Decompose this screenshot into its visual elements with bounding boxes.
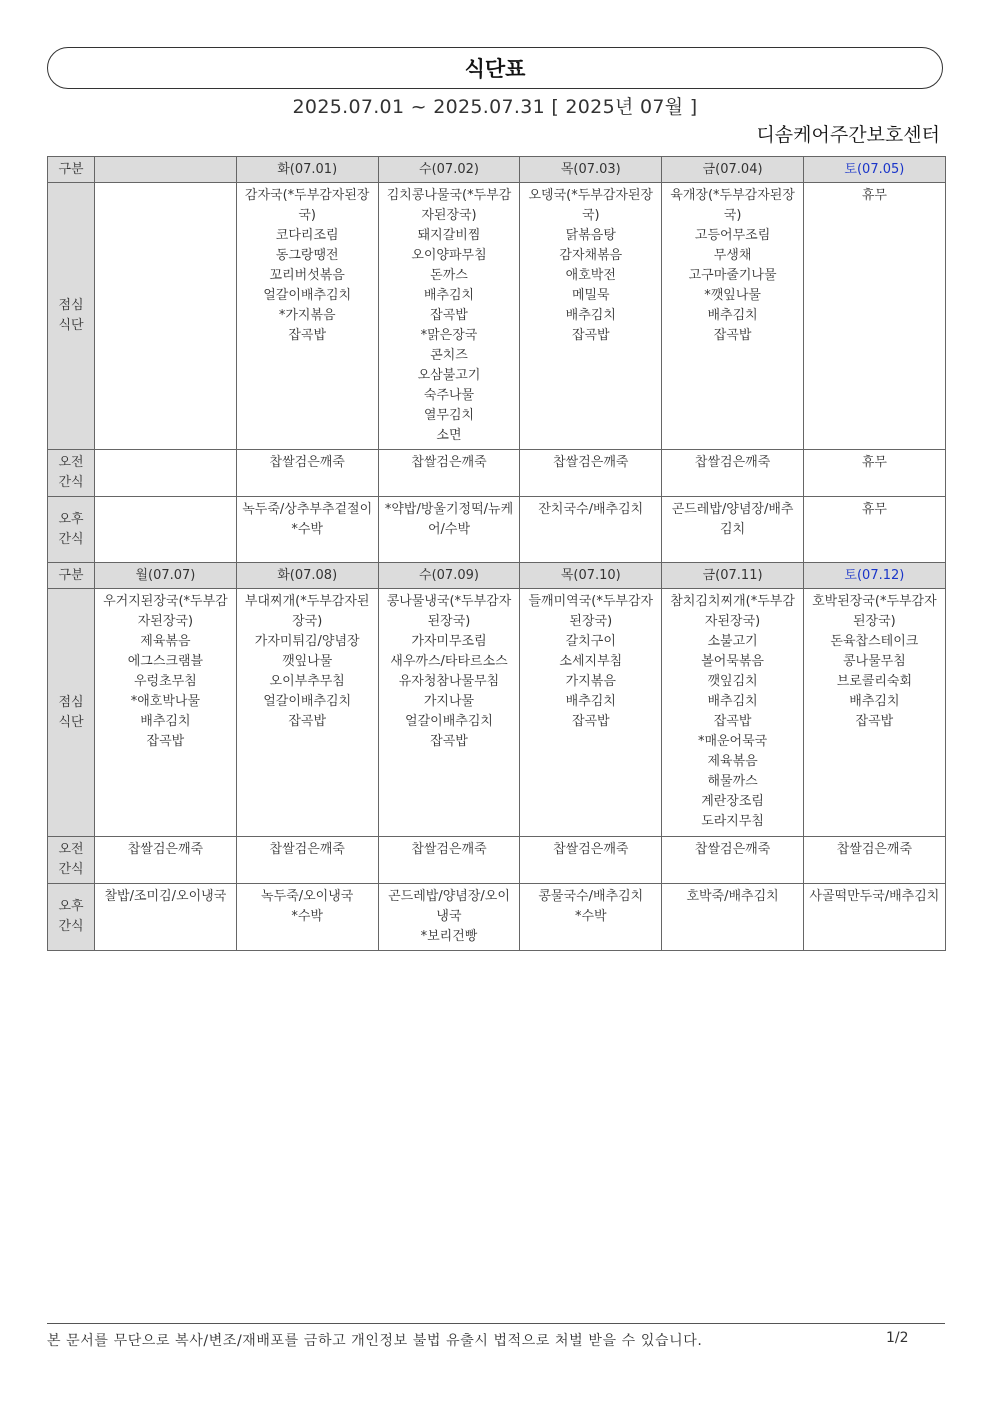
menu-item: 고구마줄기나물 xyxy=(688,268,777,283)
label-line: 식단 xyxy=(58,714,84,730)
menu-item: 오이부추무침 xyxy=(269,674,345,689)
menu-item: 돈까스 xyxy=(430,268,468,283)
period-range: 2025.07.01 ~ 2025.07.31 [ 2025년 07월 ] xyxy=(292,96,698,118)
menu-item: 배추김치 xyxy=(707,694,758,709)
menu-item: 배추김치 xyxy=(849,694,900,709)
menu-item: 고등어무조림 xyxy=(694,228,771,243)
menu-item: 찹쌀검은깨죽 xyxy=(127,842,204,857)
menu-item: 녹두죽/오이냉국 xyxy=(261,889,354,904)
menu-item: 숙주나물 xyxy=(423,388,475,403)
menu-item: 감자채볶음 xyxy=(559,248,623,263)
lunch-cell xyxy=(236,589,378,837)
label-line: 오후 xyxy=(58,511,84,527)
menu-item: 휴무 xyxy=(861,455,887,470)
menu-item: 찹쌀검은깨죽 xyxy=(411,842,487,857)
page-title xyxy=(47,47,943,89)
menu-item: 배추김치 xyxy=(707,308,758,323)
menu-item: 얼갈이배추김치 xyxy=(263,694,352,709)
menu-item: 참치김치찌개(*두부감자된장국) xyxy=(670,594,795,629)
pm-snack-cell xyxy=(95,884,237,951)
menu-item: 찹쌀검은깨죽 xyxy=(694,842,771,857)
menu-item: 동그랑땡전 xyxy=(275,248,339,263)
lunch-row xyxy=(48,183,946,450)
lunch-cell xyxy=(236,183,378,450)
menu-item: 얼갈이배추김치 xyxy=(263,288,352,303)
menu-item: 잔치국수/배추김치 xyxy=(538,502,644,517)
menu-item: 열무김치 xyxy=(423,408,475,423)
menu-item: 소불고기 xyxy=(707,634,758,649)
footer-divider xyxy=(47,1323,945,1324)
menu-item: 잡곡밥 xyxy=(571,714,610,729)
footer-notice: 본 문서를 무단으로 복사/변조/재배포를 금하고 개인정보 불법 유출시 법적으로 처벌 받을 수 있습니다. xyxy=(47,1333,703,1349)
pm-snack-label xyxy=(48,497,95,563)
menu-item: 사골떡만두국/배추김치 xyxy=(809,889,940,904)
menu-item: 콩나물냉국(*두부감자된장국) xyxy=(386,594,512,629)
menu-item: 잡곡밥 xyxy=(146,734,185,749)
menu-item: 깻잎나물 xyxy=(282,654,333,669)
am-snack-cell xyxy=(520,450,662,497)
am-snack-cell xyxy=(803,450,945,497)
menu-item: *매운어묵국 xyxy=(697,734,768,749)
menu-item: 콘치즈 xyxy=(430,348,468,363)
menu-item: 계란장조림 xyxy=(701,794,764,809)
week-header-row xyxy=(48,157,946,183)
menu-item: 콩물국수/배추김치 xyxy=(538,889,644,904)
menu-item: 돈육찹스테이크 xyxy=(830,634,919,649)
menu-item: 곤드레밥/양념장/오이냉국 xyxy=(388,889,510,924)
menu-item: 가자미튀김/양념장 xyxy=(254,634,360,649)
lunch-cell xyxy=(520,183,662,450)
day-header: 화(07.01) xyxy=(236,157,378,183)
am-snack-label xyxy=(48,837,95,884)
menu-item: *수박 xyxy=(291,522,323,537)
day-header: 월(07.07) xyxy=(95,563,237,589)
am-snack-cell xyxy=(95,837,237,884)
pm-snack-row xyxy=(48,497,946,563)
menu-item: 우렁초무침 xyxy=(134,674,197,689)
menu-item: 메밀묵 xyxy=(571,288,610,303)
menu-item: 볼어묵볶음 xyxy=(701,654,764,669)
page-number: 1/2 xyxy=(886,1330,909,1346)
menu-item: 우거지된장국(*두부감자된장국) xyxy=(103,594,228,629)
menu-item: 소세지부침 xyxy=(559,654,623,669)
lunch-cell xyxy=(803,183,945,450)
day-header: 화(07.08) xyxy=(236,563,378,589)
menu-item: *맑은장국 xyxy=(420,328,478,343)
menu-item: 찹쌀검은깨죽 xyxy=(836,842,913,857)
menu-item: *가지볶음 xyxy=(278,308,336,323)
lunch-cell xyxy=(378,589,520,837)
menu-item: 새우까스/타타르소스 xyxy=(390,654,508,669)
am-snack-cell xyxy=(95,450,237,497)
menu-item: 휴무 xyxy=(861,502,887,517)
menu-item: 김치콩나물국(*두부감자된장국) xyxy=(386,188,512,223)
day-header xyxy=(95,157,237,183)
label-line: 간식 xyxy=(58,475,84,490)
menu-item: 오이양파무침 xyxy=(411,248,487,263)
menu-item: 제육볶음 xyxy=(707,754,758,769)
menu-item: 감자국(*두부감자된장국) xyxy=(244,188,370,223)
menu-item: 갈치구이 xyxy=(565,634,616,649)
am-snack-cell xyxy=(236,450,378,497)
lunch-row xyxy=(48,589,946,837)
menu-item: 녹두죽/상추부추겉절이 xyxy=(242,502,373,517)
menu-item: 오삼불고기 xyxy=(417,368,481,383)
pm-snack-row xyxy=(48,884,946,951)
center-name: 디솜케어주간보호센터 xyxy=(756,124,940,146)
menu-item: 찹쌀검은깨죽 xyxy=(269,455,345,470)
am-snack-label xyxy=(48,450,95,497)
menu-item: 잡곡밥 xyxy=(430,308,468,323)
menu-item: 코다리조림 xyxy=(275,228,339,243)
menu-item: 잡곡밥 xyxy=(430,734,468,749)
menu-item: 찹쌀검은깨죽 xyxy=(411,455,487,470)
lunch-cell xyxy=(378,183,520,450)
pm-snack-cell xyxy=(95,497,237,563)
am-snack-row xyxy=(48,450,946,497)
menu-item: *수박 xyxy=(574,909,607,924)
pm-snack-cell xyxy=(520,884,662,951)
label-line: 간식 xyxy=(58,862,84,877)
label-line: 오전 xyxy=(58,842,84,857)
menu-item: 찹쌀검은깨죽 xyxy=(269,842,345,857)
am-snack-cell xyxy=(236,837,378,884)
menu-item: 잡곡밥 xyxy=(713,714,752,729)
menu-item: 찹쌀검은깨죽 xyxy=(553,842,629,857)
menu-item: 배추김치 xyxy=(565,694,616,709)
menu-item: 애호박전 xyxy=(565,268,616,283)
am-snack-cell xyxy=(803,837,945,884)
label-line: 간식 xyxy=(58,531,84,547)
menu-item: 찹쌀검은깨죽 xyxy=(694,455,771,470)
pm-snack-cell xyxy=(236,497,378,563)
menu-item: 육개장(*두부감자된장국) xyxy=(670,188,795,223)
day-header: 수(07.09) xyxy=(378,563,520,589)
menu-item: 잡곡밥 xyxy=(571,328,610,343)
day-header: 목(07.10) xyxy=(520,563,662,589)
pm-snack-cell xyxy=(236,884,378,951)
pm-snack-cell xyxy=(520,497,662,563)
label-line: 간식 xyxy=(58,919,84,934)
label-line: 오후 xyxy=(58,899,84,914)
menu-item: 찹쌀검은깨죽 xyxy=(553,455,629,470)
menu-item: 잡곡밥 xyxy=(855,714,894,729)
menu-item: *수박 xyxy=(291,909,323,924)
menu-item: 배추김치 xyxy=(423,288,475,303)
day-header: 토(07.12) xyxy=(803,563,945,589)
title-text: 식단표 xyxy=(464,57,526,81)
menu-item: 들깨미역국(*두부감자된장국) xyxy=(528,594,654,629)
menu-item: 가자미무조림 xyxy=(411,634,487,649)
menu-item: 유자청참나물무침 xyxy=(398,674,500,689)
label-line: 식단 xyxy=(58,318,84,333)
menu-item: 배추김치 xyxy=(565,308,616,323)
menu-item: 소면 xyxy=(436,428,462,443)
lunch-label xyxy=(48,183,95,450)
lunch-label xyxy=(48,589,95,837)
menu-item: 꼬리버섯볶음 xyxy=(269,268,345,283)
label-line: 점심 xyxy=(58,694,84,710)
menu-item: 돼지갈비찜 xyxy=(417,228,481,243)
menu-item: *깻잎나물 xyxy=(704,288,761,303)
menu-item: *애호박나물 xyxy=(130,694,201,709)
week-header-row xyxy=(48,563,946,589)
menu-item: 콩나물무침 xyxy=(842,654,906,669)
menu-item: 얼갈이배추김치 xyxy=(405,714,493,729)
menu-item: 에그스크램블 xyxy=(127,654,204,669)
menu-item: 찰밥/조미김/오이냉국 xyxy=(104,889,227,904)
pm-snack-label xyxy=(48,884,95,951)
menu-item: 가지볶음 xyxy=(565,674,616,689)
pm-snack-cell xyxy=(378,884,520,951)
menu-item: 잡곡밥 xyxy=(288,328,327,343)
menu-item: 오뎅국(*두부감자된장국) xyxy=(528,188,654,223)
pm-snack-cell xyxy=(662,884,804,951)
meal-table xyxy=(47,156,946,951)
am-snack-cell xyxy=(378,837,520,884)
menu-item: 잡곡밥 xyxy=(713,328,752,343)
menu-item: 닭볶음탕 xyxy=(565,228,616,243)
pm-snack-cell xyxy=(803,497,945,563)
menu-item: 배추김치 xyxy=(140,714,191,729)
menu-item: 가지나물 xyxy=(423,694,475,709)
menu-item: 깻잎김치 xyxy=(707,674,758,689)
day-header: 토(07.05) xyxy=(803,157,945,183)
lunch-cell xyxy=(520,589,662,837)
am-snack-cell xyxy=(520,837,662,884)
day-header: 금(07.11) xyxy=(662,563,804,589)
menu-item: 해물까스 xyxy=(707,774,758,789)
menu-item: 휴무 xyxy=(861,188,887,203)
meal-table-body xyxy=(48,157,946,951)
label-line: 점심 xyxy=(58,298,84,313)
label-line: 오전 xyxy=(58,455,84,470)
lunch-cell xyxy=(662,183,804,450)
pm-snack-cell xyxy=(378,497,520,563)
menu-item: 곤드레밥/양념장/배추김치 xyxy=(671,502,794,537)
menu-item: 브로콜리숙회 xyxy=(836,674,913,689)
day-header: 수(07.02) xyxy=(378,157,520,183)
lunch-cell xyxy=(803,589,945,837)
menu-item: 부대찌개(*두부감자된장국) xyxy=(244,594,370,629)
am-snack-row xyxy=(48,837,946,884)
day-header: 목(07.03) xyxy=(520,157,662,183)
menu-item: 제육볶음 xyxy=(140,634,191,649)
day-header: 금(07.04) xyxy=(662,157,804,183)
am-snack-cell xyxy=(662,837,804,884)
menu-item: *약밥/방울기정떡/뉴케어/수박 xyxy=(384,502,514,537)
lunch-cell xyxy=(662,589,804,837)
lunch-cell xyxy=(95,183,237,450)
am-snack-cell xyxy=(662,450,804,497)
am-snack-cell xyxy=(378,450,520,497)
menu-item: 호박죽/배추김치 xyxy=(686,889,779,904)
menu-item: 잡곡밥 xyxy=(288,714,327,729)
gubun-label: 구분 xyxy=(48,157,95,183)
pm-snack-cell xyxy=(662,497,804,563)
pm-snack-cell xyxy=(803,884,945,951)
menu-item: 도라지무침 xyxy=(701,814,764,829)
menu-item: 호박된장국(*두부감자된장국) xyxy=(812,594,937,629)
gubun-label: 구분 xyxy=(48,563,95,589)
menu-item: *보리건빵 xyxy=(420,929,478,944)
menu-item: 무생채 xyxy=(713,248,752,263)
lunch-cell xyxy=(95,589,237,837)
